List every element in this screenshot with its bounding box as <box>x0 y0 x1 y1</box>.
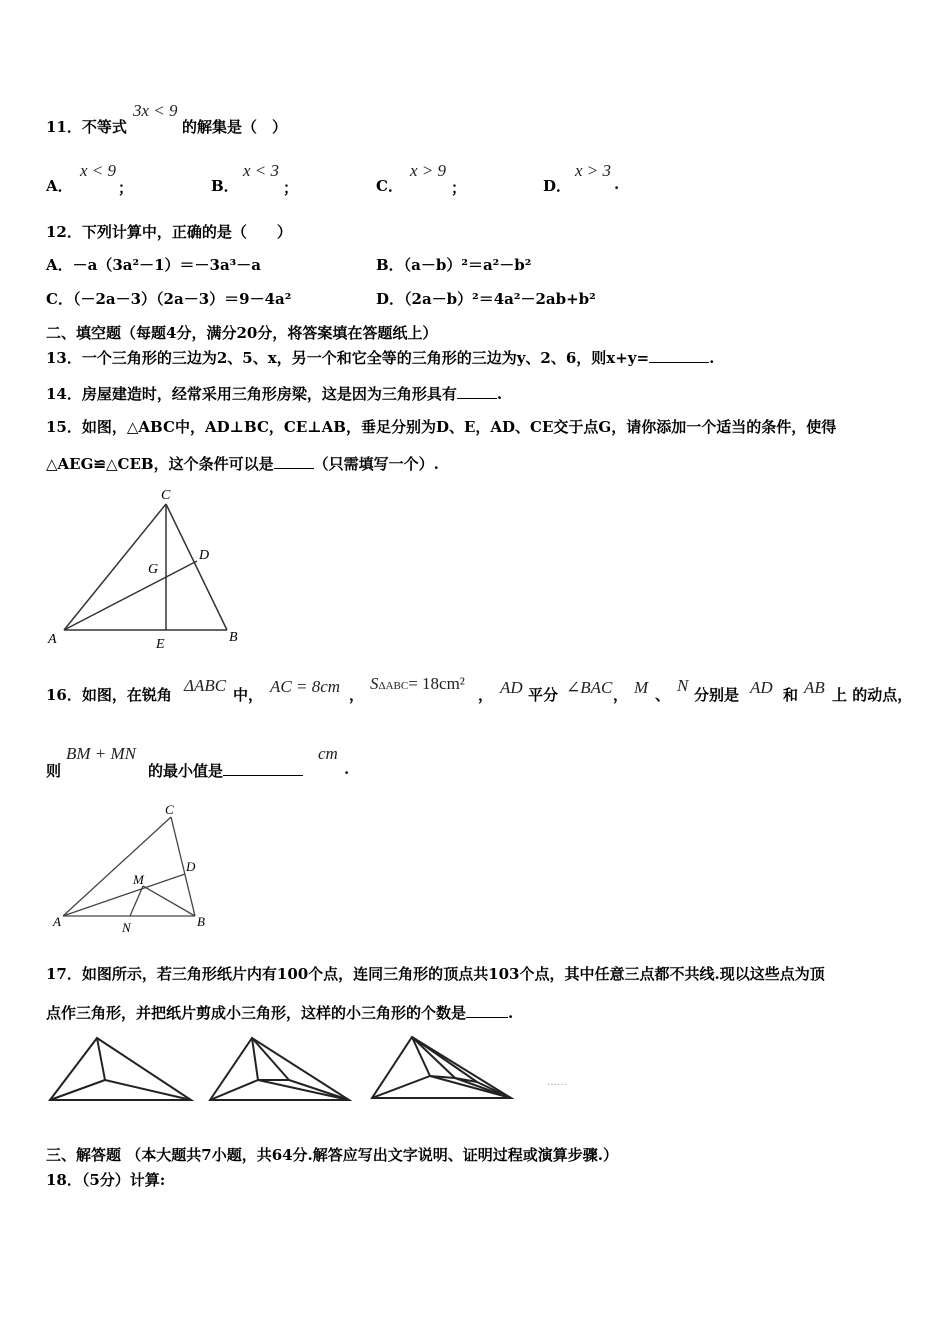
q12-stem: 12．下列计算中，正确的是（ ） <box>46 223 292 241</box>
q11-option-b-expr: x < 3 <box>243 161 280 180</box>
q11-option-b-label: B． <box>211 177 239 195</box>
q11-option-d-expr: x > 3 <box>575 161 612 180</box>
q11-option-c-label: C． <box>376 177 403 195</box>
section-3-heading: 三、解答题 （本大题共7小题，共64分.解答应写出文字说明、证明过程或演算步骤.） <box>46 1146 619 1164</box>
q12-option-c: C．（－2a－3）（2a－3）＝9－4a² <box>46 290 292 308</box>
q18: 18．（5分）计算: <box>46 1171 166 1189</box>
q16-blank <box>223 761 303 776</box>
q17-ellipsis: …… <box>547 1077 567 1088</box>
q14-blank <box>457 384 497 399</box>
q16-segment-bm <box>143 886 195 916</box>
q11-expr: 3x < 9 <box>133 101 178 120</box>
q16-ze: 则 <box>46 762 62 780</box>
q11-option-a-expr: x < 9 <box>80 161 117 180</box>
q11-option-c-end: ； <box>451 179 467 197</box>
q15-label-b: B <box>229 630 238 645</box>
q16-n: N <box>677 676 689 695</box>
q17-line1: 17．如图所示，若三角形纸片内有100个点，连同三角形的顶点共103个点，其中任意三点都不共线.现以这些点为顶 <box>46 965 825 983</box>
q16-pingfen: 平分 <box>528 686 559 704</box>
q16-label-m: M <box>133 872 144 887</box>
q11-option-b-end: ； <box>283 179 299 197</box>
q16-zuixiao: 的最小值是 <box>148 760 303 781</box>
q11-option-a-label: A． <box>46 177 73 195</box>
q13: 13．一个三角形的三边为2、5、x，另一个和它全等的三角形的三边为y、2、6，则x+y= . <box>46 349 715 367</box>
q16-comma-1: ， <box>349 686 365 704</box>
q17-blank <box>466 1003 508 1018</box>
q16-fenbie: 分别是 <box>694 686 740 704</box>
q15-label-c: C <box>161 488 171 503</box>
q11-option-d-end: . <box>614 175 620 193</box>
q15-side-cb <box>166 504 227 630</box>
q15-figure <box>40 483 260 653</box>
q16-comma-3: ， <box>613 686 629 704</box>
q12-option-d: D．（2a－b）²＝4a²－2ab+b² <box>376 290 596 308</box>
q16-side-ac <box>63 817 171 916</box>
q15-altitude-ad <box>64 561 197 630</box>
q16-triangle: ΔABC <box>184 676 227 695</box>
q16-ac: AC = 8cm <box>270 677 341 696</box>
q12-option-a: A．－a（3a²－1）＝－3a³－a <box>46 256 261 274</box>
q17-figures <box>45 1030 605 1110</box>
q16-zhong: 中， <box>233 686 264 704</box>
q11-option-a-end: ； <box>118 179 134 197</box>
q16-area: SΔABC= 18cm² <box>370 674 465 693</box>
q13-blank <box>649 348 709 363</box>
section-2-heading: 二、填空题（每题4分，满分20分，将答案填在答题纸上） <box>46 324 438 342</box>
q17-line2: 点作三角形，并把纸片剪成小三角形，这样的小三角形的个数是 . <box>46 1004 514 1022</box>
q17-triangle-2 <box>210 1038 349 1100</box>
q16-angle: ∠BAC <box>566 678 613 697</box>
q11-post: 的解集是（ ） <box>182 118 288 136</box>
q16-dun: 、 <box>655 686 671 704</box>
q16-comma-2: ， <box>478 686 494 704</box>
q14: 14．房屋建造时，经常采用三角形房梁，这是因为三角形具有 . <box>46 385 503 403</box>
q15-label-d: D <box>199 548 210 563</box>
q16-num: 16．如图，在锐角 <box>46 686 172 704</box>
q16-label-n: N <box>122 920 131 935</box>
q17-triangle-3 <box>372 1037 511 1098</box>
q11-stem: 11．不等式 <box>46 118 127 136</box>
q17-triangle-1 <box>50 1038 191 1100</box>
q15-line2: △AEG≌△CEB，这个条件可以是 （只需填写一个）. <box>46 455 439 473</box>
q15-label-a: A <box>48 632 57 647</box>
q15-line1: 15．如图，△ABC中，AD⊥BC，CE⊥AB，垂足分别为D、E，AD、CE交于点G，请你添加一个适当的条件，使得 <box>46 418 837 436</box>
q16-label-c: C <box>165 802 174 817</box>
q15-label-g: G <box>148 562 159 577</box>
q16-ad: AD <box>500 678 523 697</box>
q16-m: M <box>634 678 649 697</box>
q16-he: 和 <box>783 686 799 704</box>
q16-figure <box>45 800 225 938</box>
q16-expr: BM + MN <box>66 744 137 763</box>
q16-dot: . <box>344 760 350 778</box>
q16-unit: cm <box>318 744 338 763</box>
q11-option-c-expr: x > 9 <box>410 161 447 180</box>
q16-label-a: A <box>53 914 61 929</box>
q16-label-b: B <box>197 914 205 929</box>
q12-option-b: B．（a－b）²＝a²－b² <box>376 256 532 274</box>
q15-label-e: E <box>156 637 165 652</box>
q16-bisector-ad <box>63 874 185 916</box>
q16-label-d: D <box>186 859 196 874</box>
q15-blank <box>274 454 314 469</box>
q11-option-d-label: D． <box>543 177 572 195</box>
q16-ab: AB <box>804 678 825 697</box>
q16-ad-2: AD <box>750 678 773 697</box>
q16-shang: 上 的动点， <box>832 686 913 704</box>
